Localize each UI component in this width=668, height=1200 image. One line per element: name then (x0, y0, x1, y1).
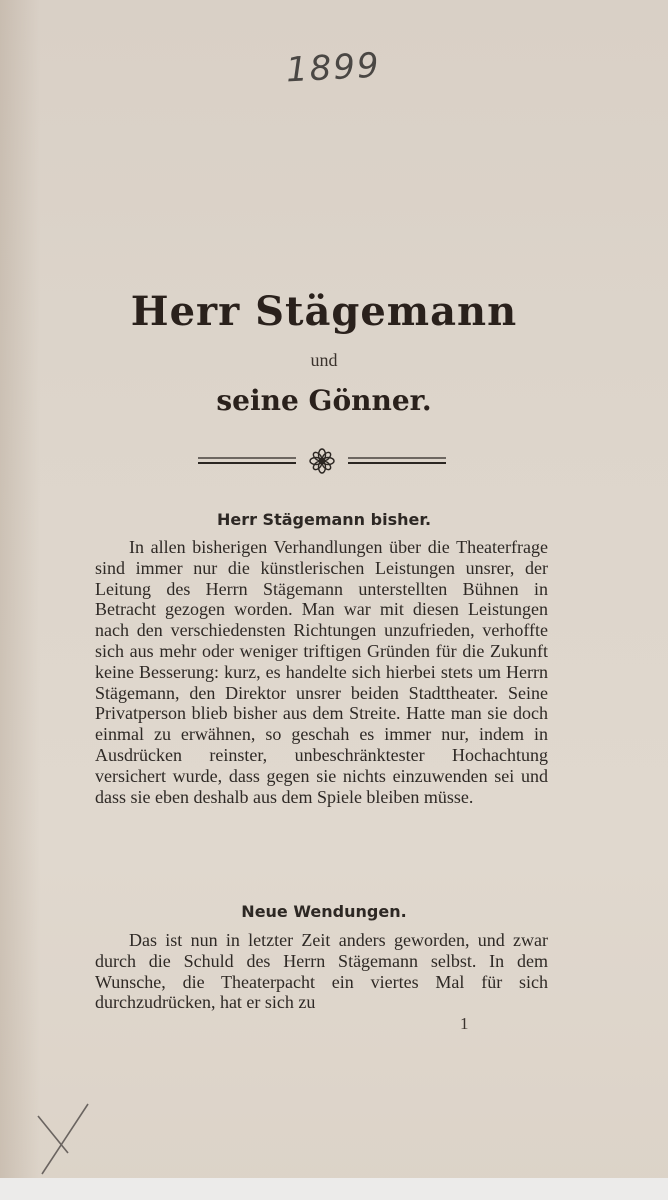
page-title: Herr Stägemann (130, 288, 518, 335)
title-conjunction: und (310, 350, 338, 370)
flower-ornament-icon (196, 446, 448, 476)
section-heading: Herr Stägemann bisher. (216, 510, 432, 529)
scan-background-strip (0, 1178, 668, 1200)
section-paragraph: In allen bisherigen Verhandlungen über die Theaterfrage sind immer nur die künstlerischen Leistungen unsrer, der Leitung des Herrn Stägemann unterstellten Bühnen in Betracht gezogen worden. Man war mit diesen Leistungen nach den verschiedensten Richtungen unzufrieden, verhoffte sich aus mehr oder weniger triftigen Gründen für die Zukunft keine Besserung: kurz, es handelte sich hierbei stets um Herrn Stägemann, den Direktor unsrer beiden Stadttheater. Seine Privatperson blieb bisher aus dem Streite. Hatte man sie doch einmal zu erwähnen, so geschah es immer nur, indem in Ausdrücken reinster, unbeschränktester Hochachtung versichert wurde, dass gegen sie nichts einzuwenden sei und dass sie eben deshalb aus dem Spiele bleiben müsse. (95, 537, 548, 807)
pencil-cross-icon (28, 1098, 98, 1178)
section-paragraph: Das ist nun in letzter Zeit anders geworden, und zwar durch die Schuld des Herrn Stägemann selbst. In dem Wunsche, die Theaterpacht ein viertes Mal für sich durchzudrücken, hat er sich zu (95, 930, 548, 1013)
page-number: 1 (460, 1014, 469, 1033)
page-subtitle: seine Gönner. (216, 384, 432, 417)
section-heading: Neue Wendungen. (241, 902, 407, 921)
handwritten-year-annotation: 1899 (285, 45, 382, 91)
